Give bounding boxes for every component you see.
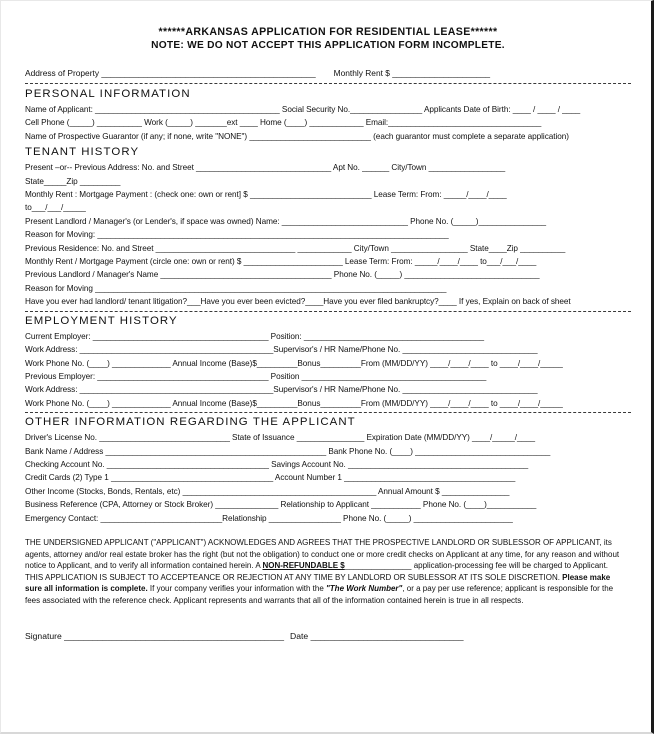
field-line[interactable]: Monthly Rent / Mortgage Payment (circle one: own or rent) $ ______________________ Lease Term: From: _____/____/____ to___/___/____ [25, 257, 537, 267]
field-line[interactable]: Present –or-- Previous Address: No. and Street ______________________________ Apt No. ______ City/Town _________________ [25, 163, 506, 173]
title-block [25, 25, 631, 53]
signature-field[interactable]: Signature ______________________________________________ [25, 630, 285, 641]
section-heading-personal-information: PERSONAL INFORMATION [25, 88, 191, 100]
field-line[interactable]: to___/___/_____ [25, 203, 86, 213]
date-field[interactable]: Date ________________________________ [290, 630, 464, 641]
section-divider [25, 311, 631, 312]
address-of-property-field[interactable]: Address of Property ______________________________________________ [25, 68, 316, 78]
field-line[interactable]: Business Reference (CPA, Attorney or Stock Broker) ______________ Relationship to Applicant ___________ Phone No. (____)___________ [25, 500, 537, 510]
section-divider [25, 83, 631, 84]
field-line[interactable]: Checking Account No. ____________________________________ Savings Account No. ________________________________________ [25, 459, 529, 469]
field-line[interactable]: Previous Residence: No. and Street _______________________________ ____________ City/Town _________________ State____Zip __________ [25, 243, 566, 253]
field-line[interactable]: Name of Prospective Guarantor (if any; if none, write "NONE") ___________________________ (each guarantor must complete a separate application) [25, 131, 569, 141]
field-line[interactable]: Bank Name / Address _________________________________________________ Bank Phone No. (____) ______________________________ [25, 446, 551, 456]
field-line[interactable]: Driver's License No. _____________________________ State of Issuance _______________ Expiration Date (MM/DD/YY) ____/_____/____ [25, 433, 536, 443]
legal-text-part1: THE UNDERSIGNED APPLICANT ("APPLICANT") ACKNOWLEDGES AND AGREES THAT THE PROSPECTIVE LANDLORD OR SUBLESSOR OF APPLICANT, its agents, attorney and/or real estate broker has the right (but not the obligation) to conduct one or more credit checks on Applicant at any time, for any reason and without notice to Applicant, and to verify all information contained herein. A [25, 537, 620, 571]
legal-text-part4: , or a pay per use reference; applicant is responsible for the fees associated with the reference check. Applicant represents and warrants that all of the information contained herein is true in all respects. [25, 584, 614, 605]
field-line[interactable]: Cell Phone (_____) __________ Work (_____) _______ext ____ Home (____) ____________ Email:__________________________________ [25, 118, 542, 128]
section-divider [25, 412, 631, 413]
field-line[interactable]: Work Phone No. (____) _____________ Annual Income (Base)$_________Bonus_________From (MM/DD/YY) ____/____/____ to ____/____/_____ [25, 358, 563, 368]
field-line[interactable]: Previous Landlord / Manager's Name ______________________________________ Phone No. (_____) ______________________________ [25, 270, 540, 280]
document-body [1, 1, 651, 643]
field-line[interactable]: State_____Zip _________ [25, 176, 121, 186]
legal-text-part3: If your company verifies your information with the [147, 584, 326, 594]
field-line[interactable]: Have you ever had landlord/ tenant litigation?___Have you ever been evicted?____Have you ever filed bankruptcy?____ If yes, Explain on back of sheet [25, 297, 571, 307]
section-heading-other-information: OTHER INFORMATION REGARDING THE APPLICANT [25, 416, 356, 429]
field-line[interactable]: Monthly Rent : Mortgage Payment : (check one: own or rent] $ ___________________________ Lease Term: From: _____/____/____ [25, 190, 507, 200]
field-line[interactable]: Credit Cards (2) Type 1 ____________________________________ Account Number 1 ______________________________________ [25, 473, 516, 483]
legal-fee-blank[interactable]: _______________ [344, 561, 412, 571]
field-line[interactable]: Previous Employer: ______________________________________ Position _________________________________________ [25, 371, 487, 381]
legal-emphasis-complete: Please make sure all information is complete. [25, 572, 611, 594]
section-heading-tenant-history: TENANT HISTORY [25, 146, 140, 159]
field-line[interactable]: Work Address: ___________________________________________Supervisor's / HR Name/Phone No. ______________________________ [25, 385, 538, 395]
section-heading-employment-history: EMPLOYMENT HISTORY [25, 314, 178, 327]
field-line[interactable]: Work Address: ___________________________________________Supervisor's / HR Name/Phone No. ______________________________ [25, 345, 538, 355]
field-line[interactable]: Present Landlord / Manager's (or Lender's, if space was owned) Name: ____________________________ Phone No. (_____)_______________ [25, 216, 547, 226]
field-line[interactable]: Name of Applicant: _________________________________________ Social Security No.________________ Applicants Date of Birth: ____ / ____ / ____ [25, 105, 581, 114]
property-header-row [25, 66, 631, 80]
field-line[interactable]: Emergency Contact: ___________________________Relationship ________________ Phone No. (_____) ______________________ [25, 513, 513, 523]
field-line[interactable]: Other Income (Stocks, Bonds, Rentals, etc) ___________________________________________ Annual Amount $ _______________ [25, 486, 510, 496]
document-note: NOTE: WE DO NOT ACCEPT THIS APPLICATION FORM INCOMPLETE. [151, 40, 505, 51]
legal-emphasis-work-number: "The Work Number" [326, 584, 403, 594]
field-line[interactable]: Current Employer: _______________________________________ Position: ________________________________________ [25, 331, 484, 341]
legal-nonrefundable-label: NON-REFUNDABLE $ [262, 561, 345, 571]
signature-row [25, 629, 631, 643]
document-title: ******ARKANSAS APPLICATION FOR RESIDENTIAL LEASE****** [158, 26, 498, 38]
legal-text-part2: application-processing fee will be charged to Applicant. THIS APPLICATION IS SUBJECT TO ACCEPTEANCE OR REJECTION AT ANY TIME BY LANDLORD OR SUBLESSOR AT ITS SOLE DISCRETION. [25, 561, 609, 582]
field-line[interactable]: Reason for Moving: ______________________________________________________________________________ [25, 230, 449, 240]
monthly-rent-field[interactable]: Monthly Rent $ _____________________ [333, 68, 491, 78]
legal-disclaimer-paragraph [25, 537, 631, 607]
field-line[interactable]: Work Phone No. (____) _____________ Annual Income (Base)$_________Bonus_________From (MM/DD/YY) ____/____/____ to ____/____/_____ [25, 398, 563, 408]
field-line[interactable]: Reason for Moving ______________________________________________________________________________ [25, 283, 447, 293]
